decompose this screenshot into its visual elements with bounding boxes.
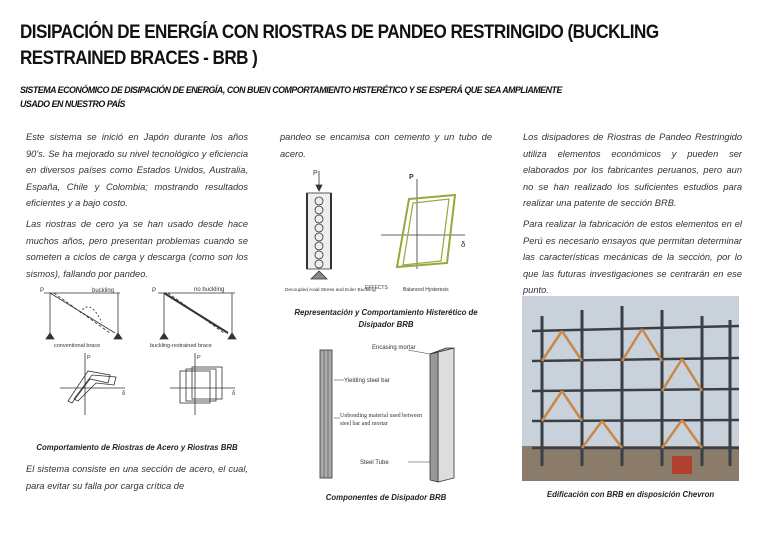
col1-paragraph-3: El sistema consiste en una sección de acero, el cual, para evitar su falla por carga crítica de bbox=[26, 464, 248, 491]
fig1-label-no-buckling: no buckling bbox=[194, 287, 225, 293]
photo-brb-building-caption: Edificación con BRB en disposición Chevron bbox=[546, 490, 715, 499]
page-subtitle: SISTEMA ECONÓMICO DE DISIPACIÓN DE ENERGÍA, CON BUEN COMPORTAMIENTO HISTERÉTICO Y SE ESPERÁ QUE SEA AMPLIAMENTE USADO EN NUESTRO PAÍS bbox=[20, 85, 562, 110]
figure-brb-representation-caption: Representación y Comportamiento Histerético de Disipador BRB bbox=[294, 308, 478, 329]
figure-brace-behaviour-caption: Comportamiento de Riostras de Acero y Riostras BRB bbox=[36, 443, 238, 452]
fig3-label-encasing: Encasing mortar bbox=[372, 345, 416, 351]
col3-paragraph-2: Para realizar la fabricación de estos elementos en el Perú es necesario ensayos que permitan determinar las características mecánicas de la sección, por lo que las futuras investigaciones se centrarán en ese punto. bbox=[523, 218, 742, 296]
col1-paragraph-2: Las riostras de cero ya se han usado desde hace muchos años, pero presentan problemas cuando se someten a ciclos de carga y descarga (como son los sismos), fallando por pandeo. bbox=[26, 218, 248, 279]
figure-brb-components-caption: Componentes de Disipador BRB bbox=[325, 493, 447, 502]
column-1-intro bbox=[26, 129, 248, 286]
fig3-label-yielding: Yielding steel bar bbox=[344, 378, 390, 384]
fig3-label-unbonding: Unbonding material used between steel bar and mortar bbox=[340, 413, 423, 427]
column-1-continued bbox=[26, 461, 248, 498]
fig2-label-p-right: P bbox=[409, 174, 414, 181]
page-title: DISIPACIÓN DE ENERGÍA CON RIOSTRAS DE PANDEO RESTRINGIDO (BUCKLING RESTRAINED BRACES - BRB ) bbox=[20, 22, 659, 69]
col1-paragraph-1: Este sistema se inició en Japón durante los años 90's. Se ha mejorado su nivel tecnológico y eficiencia en diversos países como Estados Unidos, Australia, España, Chile y Colombia; mostrando resultados eficientes y a bajo costo. bbox=[26, 132, 248, 209]
fig1-label-brb: buckling-restrained brace bbox=[150, 343, 212, 349]
col3-paragraph-1: Los disipadores de Riostras de Pandeo Restringido utiliza elementos económicos y pueden ser elaborados por los fabricantes peruanos, pero aun no se han realizado los suficientes estudios para realizar una patente de sección BRB. bbox=[523, 132, 742, 209]
fig1-label-p-hyst-right: P bbox=[197, 355, 201, 361]
fig1-label-p-left: P bbox=[40, 288, 45, 294]
column-2-text bbox=[280, 129, 492, 166]
figure-brb-components bbox=[300, 340, 480, 490]
photo-brb-building bbox=[522, 296, 739, 481]
fig2-label-decoupled: Decoupled Axial Stress and Euler Buckling bbox=[285, 288, 376, 293]
fig1-label-p-right: P bbox=[152, 288, 157, 294]
fig2-label-balanced: Balanced Hysteresis bbox=[403, 287, 449, 293]
col2-paragraph-1: pandeo se encamisa con cemento y un tubo de acero. bbox=[280, 132, 492, 159]
fig2-label-p-left: P bbox=[313, 170, 318, 177]
fig2-label-effects: EFFECTS bbox=[365, 285, 388, 291]
figure-brace-behaviour bbox=[30, 283, 260, 423]
fig1-label-delta-right: δ bbox=[232, 391, 236, 397]
fig1-label-buckling: buckling bbox=[92, 288, 115, 294]
fig1-label-p-hyst-left: P bbox=[87, 355, 91, 361]
figure-brb-representation bbox=[285, 165, 490, 305]
fig1-label-conventional: conventional brace bbox=[54, 343, 101, 349]
fig2-label-delta: δ bbox=[461, 240, 466, 249]
fig3-label-tube: Steel Tube bbox=[360, 460, 389, 466]
fig1-label-delta-left: δ bbox=[122, 391, 126, 397]
column-3-text bbox=[523, 129, 742, 303]
